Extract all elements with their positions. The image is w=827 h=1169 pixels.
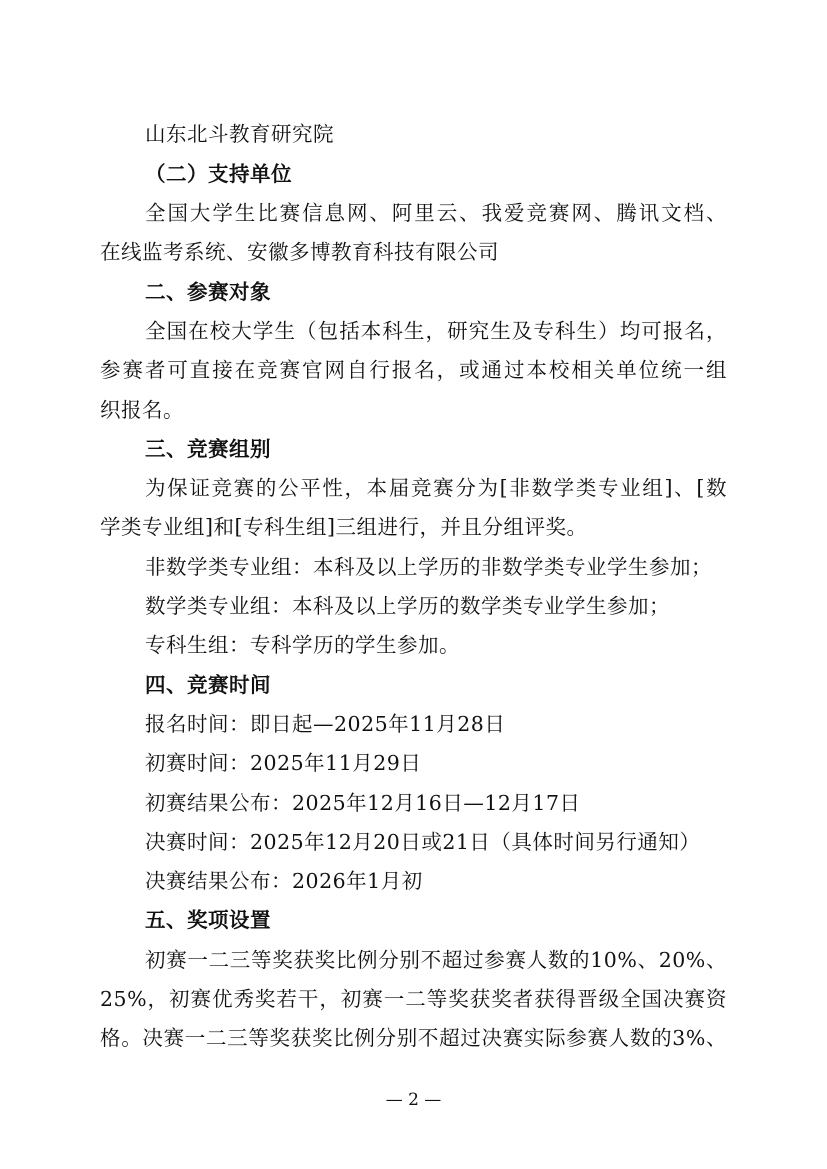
section-heading: 四、竞赛时间 xyxy=(145,673,271,697)
section-heading: 二、参赛对象 xyxy=(145,280,271,304)
paragraph-line: 非数学类专业组：本科及以上学历的非数学类专业学生参加； xyxy=(145,555,712,579)
paragraph-line: 决赛时间：2025年12月20日或21日（具体时间另行通知） xyxy=(145,830,701,854)
paragraph-line: 山东北斗教育研究院 xyxy=(145,122,334,146)
paragraph-line: 初赛时间：2025年11月29日 xyxy=(145,751,422,775)
paragraph-line: 全国大学生比赛信息网、阿里云、我爱竞赛网、腾讯文档、 xyxy=(145,201,727,225)
paragraph-line: 专科生组：专科学历的学生参加。 xyxy=(145,633,460,657)
page-number: — 2 — xyxy=(385,1090,442,1110)
section-heading: 三、竞赛组别 xyxy=(145,437,271,461)
paragraph-line: 数学类专业组：本科及以上学历的数学类专业学生参加； xyxy=(145,594,670,618)
paragraph-line: 为保证竞赛的公平性，本届竞赛分为[非数学类专业组]、[数 xyxy=(145,476,727,500)
paragraph-line: 参赛者可直接在竞赛官网自行报名，或通过本校相关单位统一组 xyxy=(100,358,727,382)
paragraph-line: 报名时间：即日起—2025年11月28日 xyxy=(145,712,506,736)
subsection-heading: （二）支持单位 xyxy=(145,162,292,186)
paragraph-line: 决赛结果公布：2026年1月初 xyxy=(145,869,423,893)
paragraph-line: 初赛一二三等奖获奖比例分别不超过参赛人数的10%、20%、 xyxy=(145,948,727,972)
paragraph-line: 全国在校大学生（包括本科生，研究生及专科生）均可报名， xyxy=(145,319,727,343)
paragraph-line: 25%，初赛优秀奖若干，初赛一二等奖获奖者获得晋级全国决赛资 xyxy=(100,987,727,1011)
paragraph-line: 在线监考系统、安徽多博教育科技有限公司 xyxy=(100,240,499,264)
paragraph-line: 织报名。 xyxy=(100,398,184,422)
section-heading: 五、奖项设置 xyxy=(145,908,271,932)
paragraph-line: 学类专业组]和[专科生组]三组进行，并且分组评奖。 xyxy=(100,515,588,539)
paragraph-line: 格。决赛一二三等奖获奖比例分别不超过决赛实际参赛人数的3%、 xyxy=(100,1026,727,1050)
paragraph-line: 初赛结果公布：2025年12月16日—12月17日 xyxy=(145,791,581,815)
